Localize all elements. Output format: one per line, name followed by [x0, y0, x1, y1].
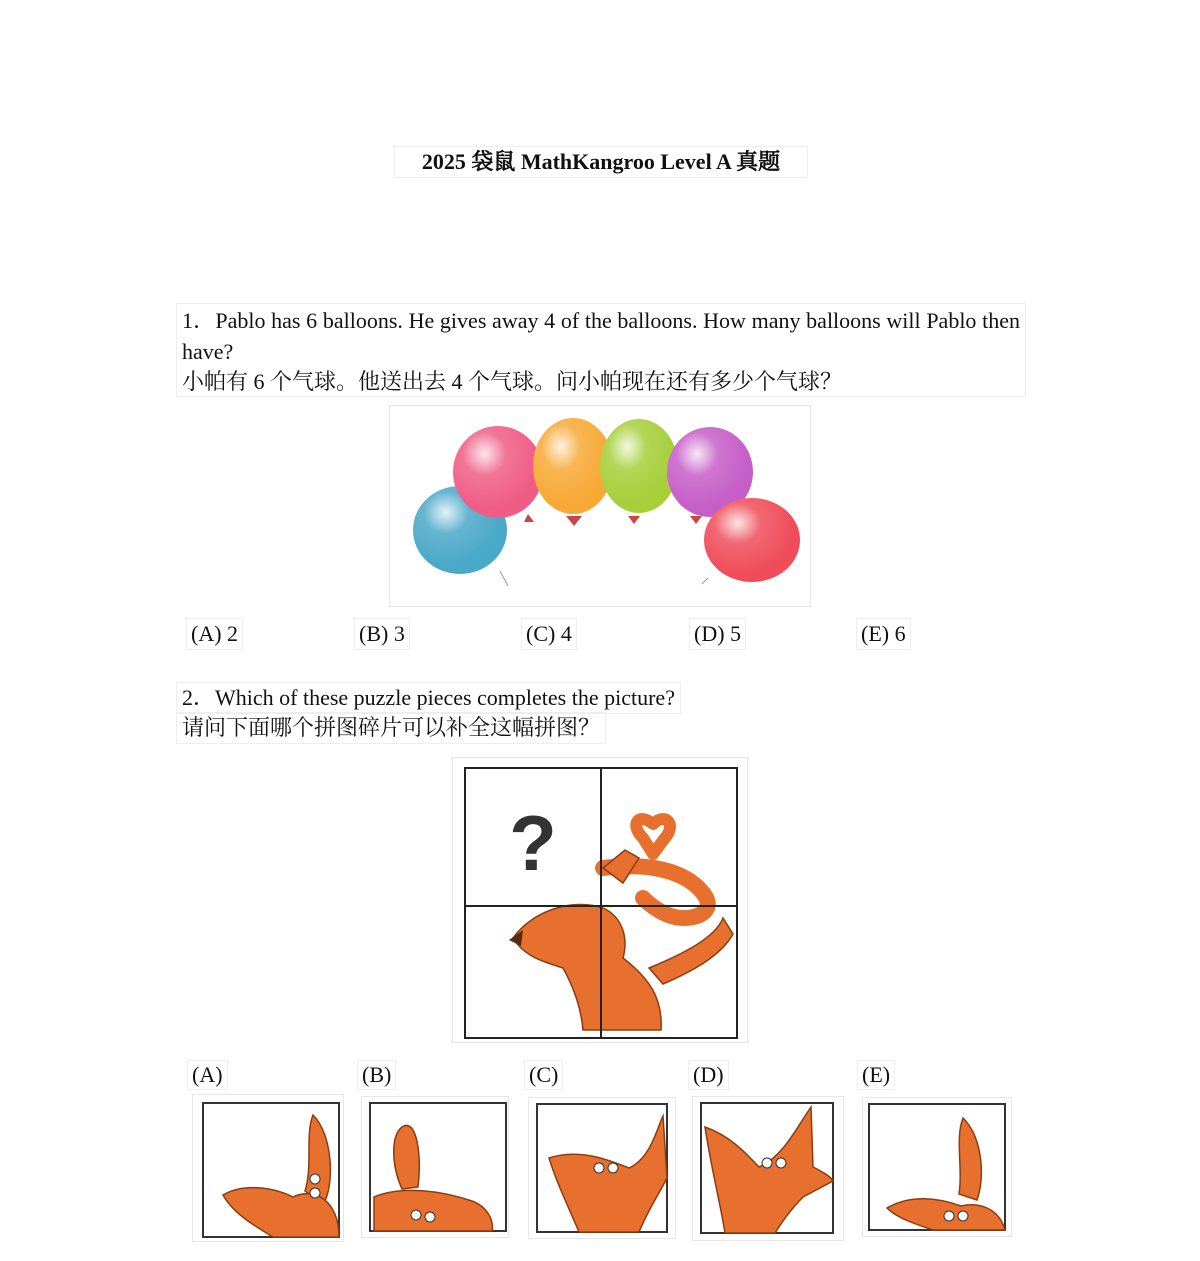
q2-option-c-label: (C)	[524, 1060, 563, 1090]
question-2-text-zh: 请问下面哪个拼图碎片可以补全这幅拼图？	[176, 712, 606, 744]
q2-option-d-piece[interactable]	[692, 1096, 844, 1241]
question-1-text-en: 1．Pablo has 6 balloons. He gives away 4 of the balloons. How many balloons will Pablo then have?	[182, 308, 1020, 364]
question-mark: ?	[509, 799, 557, 887]
balloon-green	[600, 419, 678, 524]
q2-option-b-piece[interactable]	[361, 1096, 509, 1238]
page-title: 2025 袋鼠 MathKangroo Level A 真题	[394, 146, 808, 178]
question-1-text-zh: 小帕有 6 个气球。他送出去 4 个气球。问小帕现在还有多少个气球？	[182, 369, 843, 394]
q2-option-e-piece[interactable]	[862, 1097, 1012, 1237]
q1-option-b[interactable]: (B) 3	[354, 618, 410, 650]
question-2-text-en: 2．Which of these puzzle pieces completes the picture?	[176, 682, 681, 714]
q1-option-e[interactable]: (E) 6	[856, 618, 911, 650]
q2-option-e-label: (E)	[857, 1060, 895, 1090]
q1-option-c[interactable]: (C) 4	[521, 618, 577, 650]
puzzle-picture	[452, 757, 748, 1043]
puzzle-grid	[465, 768, 737, 1038]
q2-option-b-label: (B)	[357, 1060, 396, 1090]
q2-option-d-label: (D)	[688, 1060, 729, 1090]
balloons-illustration	[389, 405, 811, 607]
q2-option-a-piece[interactable]	[192, 1094, 344, 1242]
q1-option-d[interactable]: (D) 5	[689, 618, 746, 650]
q2-option-a-label: (A)	[187, 1060, 228, 1090]
q1-option-a[interactable]: (A) 2	[186, 618, 243, 650]
q2-option-c-piece[interactable]	[528, 1097, 676, 1239]
